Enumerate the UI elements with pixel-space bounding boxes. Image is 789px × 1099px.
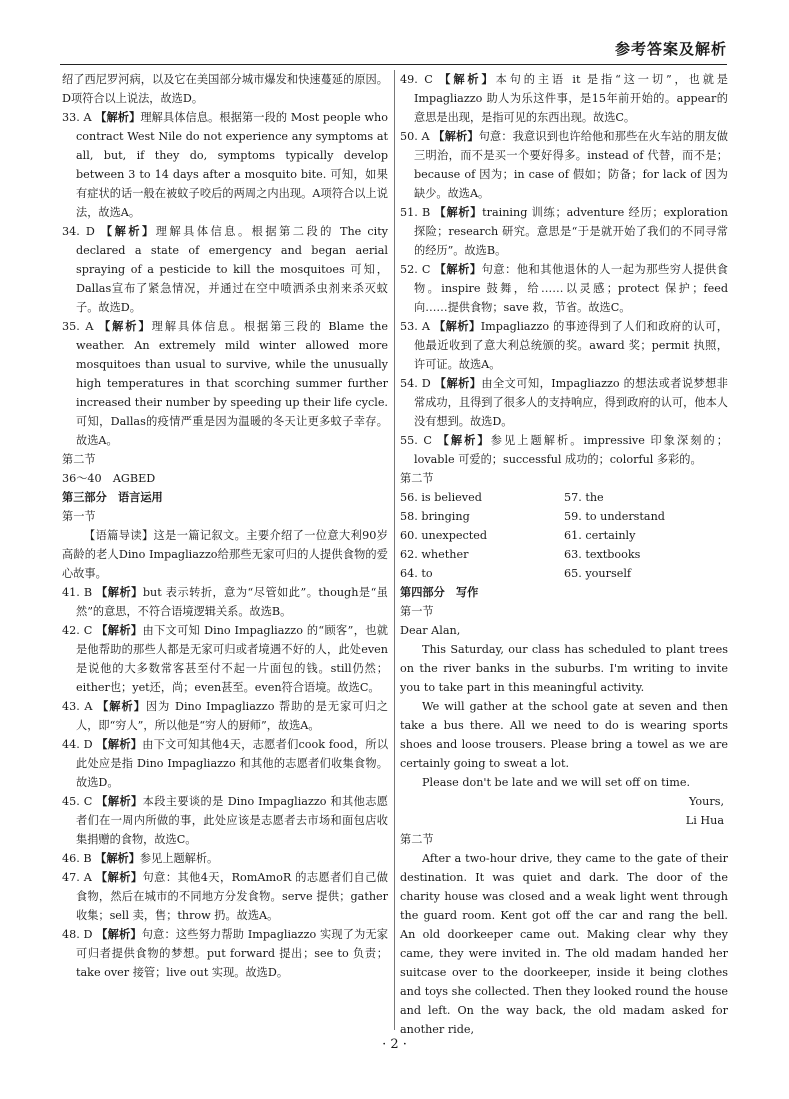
answer-explanation: 54. D 【解析】由全文可知，Impagliazzo 的想法或者说梦想非常成功，且得到了很多人的支持响应，得到政府的认可，他本人没有想到。故选D。 <box>400 376 728 428</box>
answer-explanation: 35. A 【解析】理解具体信息。根据第三段的 Blame the weather. An extremely mild winter allowed more mosquitoes than usual to survive, while the unusually high temperatures in that scorching summer further increased their number by speeding up their life cycle. 可知，Dallas的疫情严重是因为温暖的冬天让更多蚊子幸存。故选A。 <box>62 319 388 447</box>
writing-section2-title: 第二节 <box>400 833 434 846</box>
answer-explanation: 55. C 【解析】参见上题解析。impressive 印象深刻的；lovable 可爱的；successful 成功的；colorful 多彩的。 <box>400 433 728 466</box>
writing-part-title: 第四部分 写作 <box>400 585 479 599</box>
analysis-tag: 【解析】 <box>95 870 143 884</box>
answer-explanation: 【语篇导读】这是一篇记叙文。主要介绍了一位意大利90岁高龄的老人Dino Impagliazzo给那些无家可归的人提供食物的爱心故事。 <box>62 529 388 580</box>
writing-section1-title: 第一节 <box>400 605 434 618</box>
answer-explanation: 第二节 <box>62 453 96 466</box>
fill-blank-answer: 57. the <box>564 491 604 504</box>
answer-explanation: 52. C 【解析】句意：他和其他退休的人一起为那些穷人提供食物。inspire 鼓舞，给……以灵感；protect 保护；feed 向……提供食物；save 救，节省。故选C。 <box>400 262 728 314</box>
analysis-tag: 【解析】 <box>95 110 141 124</box>
right-answer-list <box>400 70 728 488</box>
analysis-tag: 【解析】 <box>96 927 142 941</box>
right-column <box>400 70 728 1039</box>
answer-explanation: 45. C 【解析】本段主要谈的是 Dino Impagliazzo 和其他志愿者们在一周内所做的事，此处应该是志愿者去市场和面包店收集捐赠的食物，故选C。 <box>62 794 388 846</box>
analysis-tag: 【解析】 <box>96 737 143 751</box>
answer-grid <box>400 488 728 583</box>
answer-explanation: 48. D 【解析】句意：这些努力帮助 Impagliazzo 实现了为无家可归者提供食物的梦想。put forward 提出；see to 负责；take over 接管；live out 实现。故选D。 <box>62 927 389 979</box>
letter-paragraph: We will gather at the school gate at seven and then take a bus there. All we need to do is wearing sports shoes and loose trousers. Please bring a towel as we are certainly going to sweat a lot. <box>400 700 728 770</box>
answer-explanation: 47. A 【解析】句意：其他4天，RomAmoR 的志愿者们自己做食物，然后在城市的不同地方分发食物。serve 提供；gather 收集；sell 卖，售；throw 扔。故选A。 <box>62 870 388 922</box>
letter-signature: Li Hua <box>685 814 724 827</box>
answer-explanation: 第三部分 语言运用 <box>62 490 163 504</box>
page-number: · 2 · <box>382 1037 407 1052</box>
letter-salutation: Dear Alan, <box>400 624 461 637</box>
analysis-tag: 【解析】 <box>97 699 146 713</box>
story-paragraph: After a two-hour drive, they came to the gate of their destination. It was quiet and dark. The door of the charity house was closed and a weak light went through the guard room. Kent got off the car and rang the bell. An old doorkeeper came out. Making clear why they came, they were invited in. The old madam handed her suitcase over to the doorkeeper, inside it being clothes and toys she collected. Then they looked round the house and left. On the way back, the old madam asked for another ride, <box>400 852 728 1036</box>
analysis-tag: 【解析】 <box>95 851 140 865</box>
analysis-tag: 【解析】 <box>439 72 496 86</box>
letter-paragraph: Please don't be late and we will set off on time. <box>422 776 691 789</box>
letter-closing: Yours, <box>689 795 724 808</box>
fill-blank-answer: 60. unexpected <box>400 529 488 542</box>
answer-explanation: 53. A 【解析】Impagliazzo 的事迹得到了人们和政府的认可，他最近收到了意大利总统颁的奖。award 奖；permit 执照，许可证。故选A。 <box>400 319 728 371</box>
page-header <box>60 38 727 65</box>
answer-explanation: 43. A 【解析】因为 Dino Impagliazzo 帮助的是无家可归之人，即“穷人”，所以他是“穷人的厨师”，故选A。 <box>62 699 388 732</box>
fill-blank-answer: 63. textbooks <box>564 548 641 561</box>
analysis-tag: 【解析】 <box>437 433 491 447</box>
fill-blank-answer: 61. certainly <box>564 529 636 542</box>
answer-explanation: 46. B 【解析】参见上题解析。 <box>62 851 219 865</box>
analysis-tag: 【解析】 <box>98 319 152 333</box>
analysis-tag: 【解析】 <box>100 224 156 238</box>
analysis-tag: 【解析】 <box>434 262 482 276</box>
analysis-tag: 【解析】 <box>433 319 481 333</box>
fill-blank-answer: 56. is believed <box>400 491 482 504</box>
answer-explanation: 33. A 【解析】理解具体信息。根据第一段的 Most people who contract West Nile do not experience any symptoms at all, but, if they do, symptoms typically develop between 3 to 14 days after a mosquito bite. 可知，如果有症状的话一般在被蚊子咬后的两周之内出现。A项符合以上说法，故选A。 <box>62 110 388 219</box>
analysis-tag: 【解析】 <box>434 376 482 390</box>
fill-blank-answer: 59. to understand <box>564 510 665 523</box>
left-column <box>62 70 388 982</box>
analysis-tag: 【解析】 <box>433 129 479 143</box>
fill-blank-answer: 62. whether <box>400 548 469 561</box>
analysis-tag: 【解析】 <box>96 623 143 637</box>
letter-paragraph: This Saturday, our class has scheduled to plant trees on the river banks in the suburbs. I'm writing to invite you to take part in this meaningful activity. <box>400 643 728 694</box>
answer-explanation: 44. D 【解析】由下文可知其他4天，志愿者们cook food，所以此处应是指 Dino Impagliazzo 和其他的志愿者们收集食物。故选D。 <box>62 737 389 789</box>
answer-explanation: 34. D 【解析】理解具体信息。根据第二段的 The city declared a state of emergency and began aerial spraying of a pesticide to kill the mosquitoes 可知，Dallas宣布了紧急情况，并通过在空中喷洒杀虫剂来杀灭蚊子。故选D。 <box>62 224 389 314</box>
answer-explanation: 第一节 <box>62 510 96 523</box>
analysis-tag: 【解析】 <box>434 205 483 219</box>
answer-explanation: 36～40 AGBED <box>62 472 156 485</box>
fill-blank-answer: 64. to <box>400 567 433 580</box>
answer-explanation: 42. C 【解析】由下文可知 Dino Impagliazzo 的“顾客”，也就是他帮助的那些人都是无家可归或者境遇不好的人，此处even是说他的大多数常客甚至付不起一片面包的钱。still仍然；either也；yet还，尚；even甚至。even符合语境。故选C。 <box>62 623 388 694</box>
fill-blank-answer: 58. bringing <box>400 510 470 523</box>
header-title: 参考答案及解析 <box>614 40 727 58</box>
answer-explanation: 50. A 【解析】句意：我意识到也许给他和那些在火车站的朋友做三明治，而不是买一个要好得多。instead of 代替，而不是；because of 因为；in case of 假如；防备；for lack of 因为缺少。故选A。 <box>400 129 728 200</box>
answer-explanation: 绍了西尼罗河病，以及它在美国部分城市爆发和快速蔓延的原因。D项符合以上说法，故选D。 <box>62 73 388 105</box>
analysis-tag: 【解析】 <box>96 794 143 808</box>
column-divider <box>394 70 395 1030</box>
answer-explanation: 第二节 <box>400 472 434 485</box>
fill-blank-answer: 65. yourself <box>564 567 632 580</box>
answer-explanation: 41. B 【解析】but 表示转折，意为“尽管如此”。though是“虽然”的意思，不符合语境逻辑关系。故选B。 <box>62 585 388 618</box>
answer-explanation: 49. C 【解析】本句的主语 it 是指“这一切”，也就是 Impagliazzo 助人为乐这件事，是15年前开始的。appear的意思是出现，是指可见的东西出现。故选C。 <box>400 72 728 124</box>
analysis-tag: 【解析】 <box>96 585 143 599</box>
answer-explanation: 51. B 【解析】training 训练；adventure 经历；exploration 探险；research 研究。意思是“于是就开始了我们的不同寻常的经历”。故选B。 <box>400 205 728 257</box>
